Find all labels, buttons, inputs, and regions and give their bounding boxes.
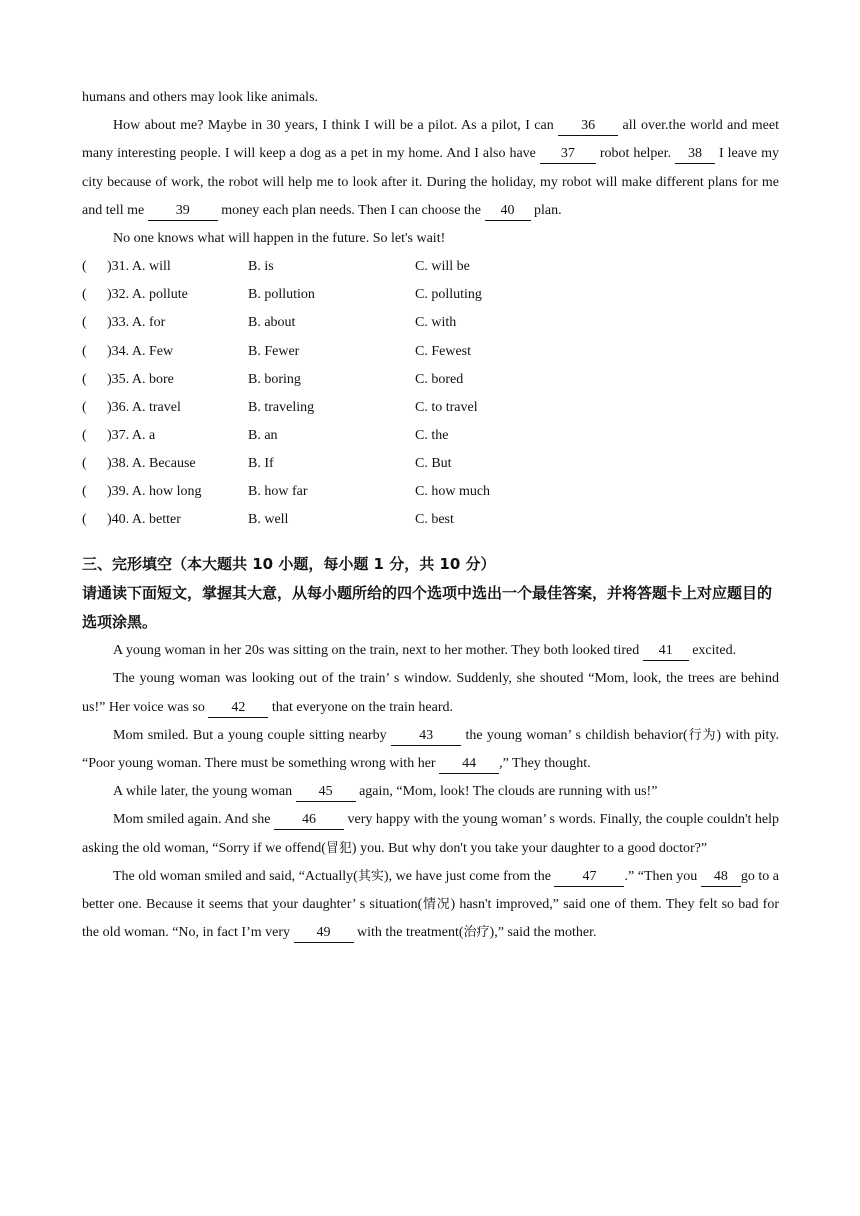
text-run: I leave my city because of work, the robot will help me to look after it. During the holiday, my robot will make different plans for me and tell me: [82, 146, 779, 218]
blank-41: 41: [643, 642, 689, 661]
option-a: )31. A. will: [107, 259, 171, 275]
option-c: C. the: [415, 427, 449, 443]
section-title: 三、完形填空（本大题共 10 小题，每小题 1 分，共 10 分）: [82, 555, 496, 574]
passage-paragraph: No one knows what will happen in the future. So let's wait!: [113, 231, 446, 247]
blank-48: 48: [701, 868, 741, 887]
blank-36: 36: [558, 117, 618, 136]
text-run: again, “Mom, look! The clouds are running with us!”: [359, 784, 658, 800]
text-run: A young woman in her 20s was sitting on the train, next to her mother. They both looked tired: [113, 643, 640, 659]
option-row-36: [82, 394, 779, 422]
text-run: The young woman was looking out of the train’ s window. Suddenly, she shouted “Mom, look, the trees are behind us!” Her voice was so: [82, 671, 779, 715]
text-run: How about me? Maybe in 30 years, I think I will be a pilot. As a pilot, I can: [113, 118, 554, 134]
option-c: C. will be: [415, 259, 470, 275]
option-a: )35. A. bore: [107, 371, 174, 387]
text-run: robot helper.: [599, 146, 672, 162]
blank-44: 44: [439, 755, 499, 774]
answer-paren[interactable]: (: [82, 427, 87, 443]
option-row-35: [82, 366, 779, 394]
blank-38: 38: [675, 145, 715, 164]
chinese-gloss: 情况: [422, 896, 451, 912]
option-b: B. about: [248, 315, 296, 331]
chinese-gloss: 治疗: [463, 925, 490, 941]
text-run: all over.the world and meet many interesting people. I will keep a dog as a pet in my home. And I also have: [82, 118, 779, 162]
blank-45: 45: [296, 783, 356, 802]
blank-47: 47: [554, 868, 624, 887]
blank-43: 43: [391, 727, 461, 746]
blank-39: 39: [148, 202, 218, 221]
blank-49: 49: [294, 924, 354, 943]
text-run: go to a better one. Because it seems that your daughter’ s situation(: [82, 868, 779, 912]
option-c: C. polluting: [415, 287, 482, 303]
passage-paragraph: [82, 722, 779, 778]
option-b: B. traveling: [248, 399, 315, 415]
chinese-gloss: 其实: [357, 868, 384, 884]
option-a: )36. A. travel: [107, 399, 181, 415]
answer-paren[interactable]: (: [82, 343, 87, 359]
text-run: excited.: [692, 643, 737, 659]
blank-42: 42: [208, 699, 268, 718]
chinese-gloss: 行为: [687, 727, 717, 743]
answer-paren[interactable]: (: [82, 483, 87, 499]
option-b: B. how far: [248, 483, 308, 499]
option-row-37: [82, 422, 779, 450]
option-b: B. Fewer: [248, 343, 300, 359]
option-c: C. bored: [415, 371, 464, 387]
option-row-38: [82, 450, 779, 478]
option-row-31: [82, 253, 779, 281]
text-run: ) with pity. “Poor young woman. There must be something wrong with her: [82, 727, 780, 771]
text-run: money each plan needs. Then I can choose the: [221, 202, 482, 218]
option-c: C. But: [415, 455, 452, 471]
text-run: .” “Then you: [624, 868, 698, 884]
passage-paragraph: [82, 806, 779, 862]
document-content: [82, 84, 779, 947]
options-list: [82, 253, 779, 534]
section-instruction: 请通读下面短文，掌握其大意，从每小题所给的四个选项中选出一个最佳答案，并将答题卡上对应题目的选项涂黑。: [82, 584, 773, 632]
option-b: B. boring: [248, 371, 301, 387]
text-run: very happy with the young woman’ s words. Finally, the couple couldn't help asking the old woman, “Sorry if we offend(: [82, 812, 780, 856]
text-run: that everyone on the train heard.: [271, 699, 454, 715]
passage-paragraph: [82, 637, 779, 665]
text-run: Mom smiled. But a young couple sitting nearby: [113, 727, 387, 743]
option-b: B. pollution: [248, 287, 315, 303]
option-a: )37. A. a: [107, 427, 156, 443]
text-run: the young woman’ s childish behavior(: [465, 727, 688, 743]
passage-paragraph: [82, 778, 779, 806]
text-run: Mom smiled again. And she: [113, 812, 271, 828]
option-row-32: [82, 281, 779, 309]
section-3-header: [82, 550, 779, 637]
answer-paren[interactable]: (: [82, 399, 87, 415]
answer-paren[interactable]: (: [82, 315, 87, 331]
option-c: C. how much: [415, 483, 491, 499]
text-run: ) hasn't improved,” said one of them. They felt so bad for the old woman. “No, in fact I’m very: [82, 896, 779, 941]
option-b: B. If: [248, 455, 274, 471]
option-b: B. an: [248, 427, 278, 443]
text-run: ),” said the mother.: [489, 925, 597, 941]
passage-paragraph: [82, 665, 779, 721]
chinese-gloss: 冒犯: [325, 840, 352, 856]
passage-line: humans and others may look like animals.: [82, 90, 319, 105]
answer-paren[interactable]: (: [82, 259, 87, 275]
text-run: The old woman smiled and said, “Actually(: [113, 868, 358, 884]
option-a: )33. A. for: [107, 315, 166, 331]
option-a: )39. A. how long: [107, 483, 202, 499]
option-a: )38. A. Because: [107, 455, 196, 471]
option-c: C. with: [415, 315, 457, 331]
option-a: )40. A. better: [107, 512, 181, 528]
blank-46: 46: [274, 811, 344, 830]
option-row-39: [82, 478, 779, 506]
option-row-34: [82, 338, 779, 366]
answer-paren[interactable]: (: [82, 287, 87, 303]
option-b: B. well: [248, 512, 289, 528]
option-a: )34. A. Few: [107, 343, 174, 359]
blank-37: 37: [540, 145, 596, 164]
answer-paren[interactable]: (: [82, 455, 87, 471]
answer-paren[interactable]: (: [82, 371, 87, 387]
passage-paragraph: [82, 112, 779, 225]
text-run: plan.: [534, 202, 562, 218]
option-c: C. to travel: [415, 399, 478, 415]
option-row-33: [82, 309, 779, 337]
text-run: with the treatment(: [357, 925, 464, 941]
text-run: ,” They thought.: [499, 755, 591, 771]
option-b: B. is: [248, 259, 274, 275]
passage-paragraph: [82, 863, 779, 948]
blank-40: 40: [485, 202, 531, 221]
text-run: ) you. But why don't you take your daughter to a good doctor?”: [351, 840, 708, 856]
option-c: C. Fewest: [415, 343, 471, 359]
option-a: )32. A. pollute: [107, 287, 188, 303]
text-run: A while later, the young woman: [113, 784, 293, 800]
option-c: C. best: [415, 512, 454, 528]
text-run: ), we have just come from the: [383, 868, 551, 884]
option-row-40: [82, 506, 779, 534]
answer-paren[interactable]: (: [82, 512, 87, 528]
